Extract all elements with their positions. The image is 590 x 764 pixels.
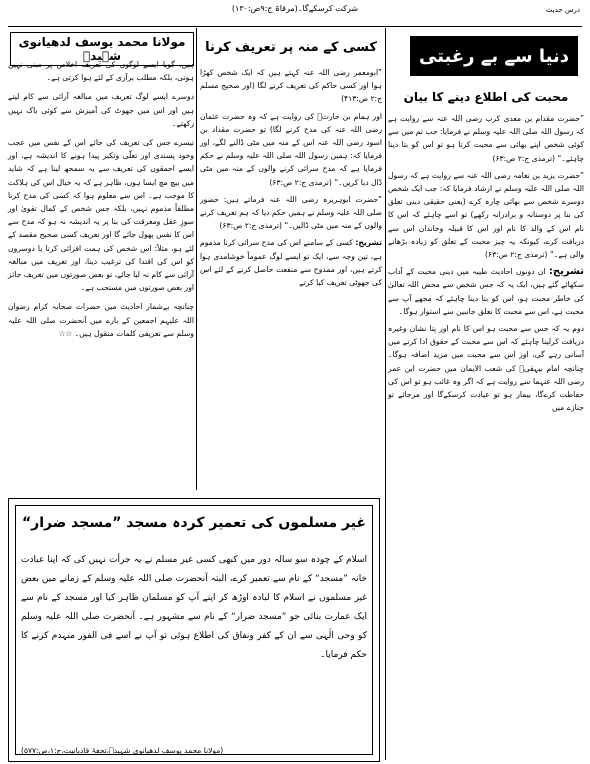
left-paragraph: چنانچہ بےشمار احادیث میں حضرات صحابہ کرام رضوان اللہ علیہم اجمعین کے بارے میں آنحضرت صلی اللہ علیہ وسلم سے تعریفی کلمات منقول ہیں۔ ☆☆ <box>8 302 194 338</box>
column-divider-right <box>385 28 386 760</box>
boxed-article-source: (مولانا محمد یوسف لدھیانوی شہیدؒ،تحفۂ قادیانیت،ج:۱،ص:۵۷۷) <box>21 746 224 755</box>
section-label: درس حدیث <box>545 6 580 14</box>
middle-paragraph: اور ہمام بن حارثؒ کی روایت ہے کہ وہ حضرت عثمان رضی اللہ عنہ کی مدح کرنے لگا) تو حضرت مقداد بن اسود رضی اللہ عنہ اس کے منہ میں مٹی ڈالنے لگے، اور فرمایا کہ: ہمیں رسول اللہ صلی اللہ علیہ وسلم نے حکم فرمایا ہے کہ مدح سرائی کرنے والوں کے منہ میں مٹی ڈال دیا کریں۔“ (ترمذی ج:۲ ص:۶۳) <box>200 111 382 187</box>
right-paragraph: ”حضرت مقدام بن معدی کرب رضی اللہ عنہ سے روایت ہے کہ رسول اللہ صلی اللہ علیہ وسلم نے فرمایا: جب تم میں سے کوئی شخص اپنے بھائی سے محبت کرتا ہو تو اس کو بتا دینا چاہئے۔“ (ترمذی ج:۲ ص:۶۳) <box>388 114 584 163</box>
right-last-paragraph: دوم یہ کہ جس سے محبت ہو اس کا نام اور پتا نشان وغیرہ دریافت کرلینا چاہئے کہ اس سے محبت کے حقوق ادا کرنے میں آسانی رہے گی، اور اس سے محبت میں مزید اضافہ ہوگا۔ چنانچہ امام بیہقیؒ کی شعب الایمان میں حضرت ابن عمر رضی اللہ عنہما سے روایت ہے کہ اگر وہ غائب ہو تو اس کی حفاظت کرےگا، بیمار ہو تو عیادت کرسکےگا اور مرجائے تو جنازے میں <box>388 324 584 413</box>
boxed-article-body: اسلام کے چودہ سو سالہ دور میں کبھی کسی غیر مسلم نے یہ جرأت نہیں کی کہ اپنا عبادت خانہ ”مسجد“ کے نام سے تعمیر کرے، البتہ آنحضرت صلی اللہ علیہ وسلم کے زمانے میں بعض غیر مسلموں نے اسلام کا لبادہ اوڑھ کر اپنے آپ کو مسلمان ظاہر کیا اور مسجد کے نام سے ایک عمارت بنائی جو ”مسجد ضرار“ کے نام سے مشہور ہے۔ آنحضرت صلی اللہ علیہ وسلم کو وحی الٰہی سے ان کے کفر ونفاق کی اطلاع ہوئی تو آپ نے اسے فی الفور منہدم کرنے کا حکم فرمایا۔ <box>21 555 367 660</box>
left-column-text <box>8 58 194 340</box>
middle-paragraph: ”ابومعمر رضی اللہ عنہ کہتے ہیں کہ ایک شخص کھڑا ہوا اور کسی حاکم کی تعریف کرنے لگا (اور صحیح مسلم ج:۲ ص:۴۱۳) <box>200 68 382 104</box>
column-divider-left <box>196 28 197 490</box>
right-column-text <box>388 112 584 414</box>
middle-title: کسی کے منہ پر تعریف کرنا <box>205 40 377 55</box>
tashreeh-label: تشریح: <box>355 238 382 248</box>
header-top-text: شرکت کرسکےگا۔(مرقاۃ ج:۹ص:۱۳۰) <box>231 4 359 13</box>
middle-tashreeh: کسی کے سامنے اس کی مدح سرائی کرنا مذموم ہے، تین وجہ سے، ایک تو ایسے لوگ عموماً خوشامدی ہوا کرتے ہیں، اور ممدوح سے منفعت حاصل کرنے کے لئے اس کی جھوٹی تعریف کیا کرتے <box>200 238 382 288</box>
right-tashreeh: ان دونوں احادیث طیبہ میں دینی محبت کے آداب سکھائے گئے ہیں، ایک یہ کہ جس شخص سے محض اللہ تعالیٰ کی خاطر محبت ہو، اس کو بتا دینا چاہئے کہ مجھے آپ سے محبت ہے، اس سے محبت کا تعلق جانبین سے استوار ہوگا۔ <box>388 267 584 316</box>
author-title: مولانا محمد یوسف لدھیانوی شہیدؒ <box>10 32 194 66</box>
boxed-article <box>8 498 380 762</box>
tashreeh-label: تشریح: <box>548 266 585 278</box>
middle-paragraph: ”حضرت ابوہریرہ رضی اللہ عنہ فرماتے ہیں: حضور صلی اللہ علیہ وسلم نے ہمیں حکم دیا کہ ہم تعریف کرنے والوں کے منہ میں مٹی ڈالیں۔“ (ترمذی ج:۲ ص:۶۳) <box>200 194 382 231</box>
right-heading: محبت کی اطلاع دینے کا بیان <box>403 90 569 104</box>
boxed-article-title: غیر مسلموں کی تعمیر کردہ مسجد ”مسجد ضرار“ <box>21 515 367 531</box>
middle-column-text <box>200 66 382 289</box>
right-paragraph: ”حضرت یزید بن نعامہ رضی اللہ عنہ سے روایت ہے کہ رسول اللہ صلی اللہ علیہ وسلم نے ارشاد فرمایا کہ: جب ایک شخص دوسرے شخص سے بھائی چارہ کرے (یعنی حقیقی دینی تعلق کی بنا پر دوستانہ و برادرانہ رکھے) تو اسے چاہئے کہ اس کا نام اس کے والد کا نام اور اس کا قبیلہ وخاندان اس سے دریافت کرے، کیونکہ یہ چیز محبت کے تعلق کو زیادہ بڑھانے والی ہے۔“ (ترمذی ج:۲ ص:۶۳) <box>388 170 584 260</box>
header-rule <box>8 26 582 27</box>
topic-banner: دنیا سے بے رغبتی <box>410 36 578 76</box>
left-paragraph: ہیں، گویا ایسے لوگوں کی تعریف اخلاص پر مبنی نہیں ہوتی، بلکہ مطلب برآری کے لئے ہوا کرتی ہے۔ <box>8 60 194 83</box>
left-paragraph: تیسرے جس کی تعریف کی جائے اس کے نفس میں عجب وخود پسندی اور تعلّی وتکبر پیدا ہونے کا اندیشہ ہے، اور ایسے احمقوں کی تعریف سے یہ سمجھ لینا ہے کہ شاید میں بیچ مچ ایسا ہوں، ظاہر ہے کہ یہ خیال اس کی ہلاکت کا موجب ہے۔ اس سے معلوم ہوا کہ کسی کی مدح کرنا مطلقاً مذموم نہیں، بلکہ جس شخص کے کمال تقویٰ اور سوزِ عقل ومعرفت کی بنا پر یہ اندیشہ نہ ہو کہ مدح سے اس کا نفس پھول جائے گا اور تعریف کسی صحیح مقصد کے لئے ہو، مثلاً: اس شخص کی ہمت افزائی کرنا یا دوسروں کو اس کی اقتدا کی ترغیب دینا، اور تعریف میں مبالغہ آرائی سے کام نہ لیا جائے، تو بعض صورتوں میں تعریف جائز اور بعض صورتوں میں مستحب ہے۔ <box>8 138 194 293</box>
left-paragraph: دوسرے ایسے لوگ تعریف میں مبالغہ آرائی سے کام لیتے ہیں اور اس میں جھوٹ کی آمیزش سے کوئی باک نہیں رکھتے۔ <box>8 92 194 128</box>
